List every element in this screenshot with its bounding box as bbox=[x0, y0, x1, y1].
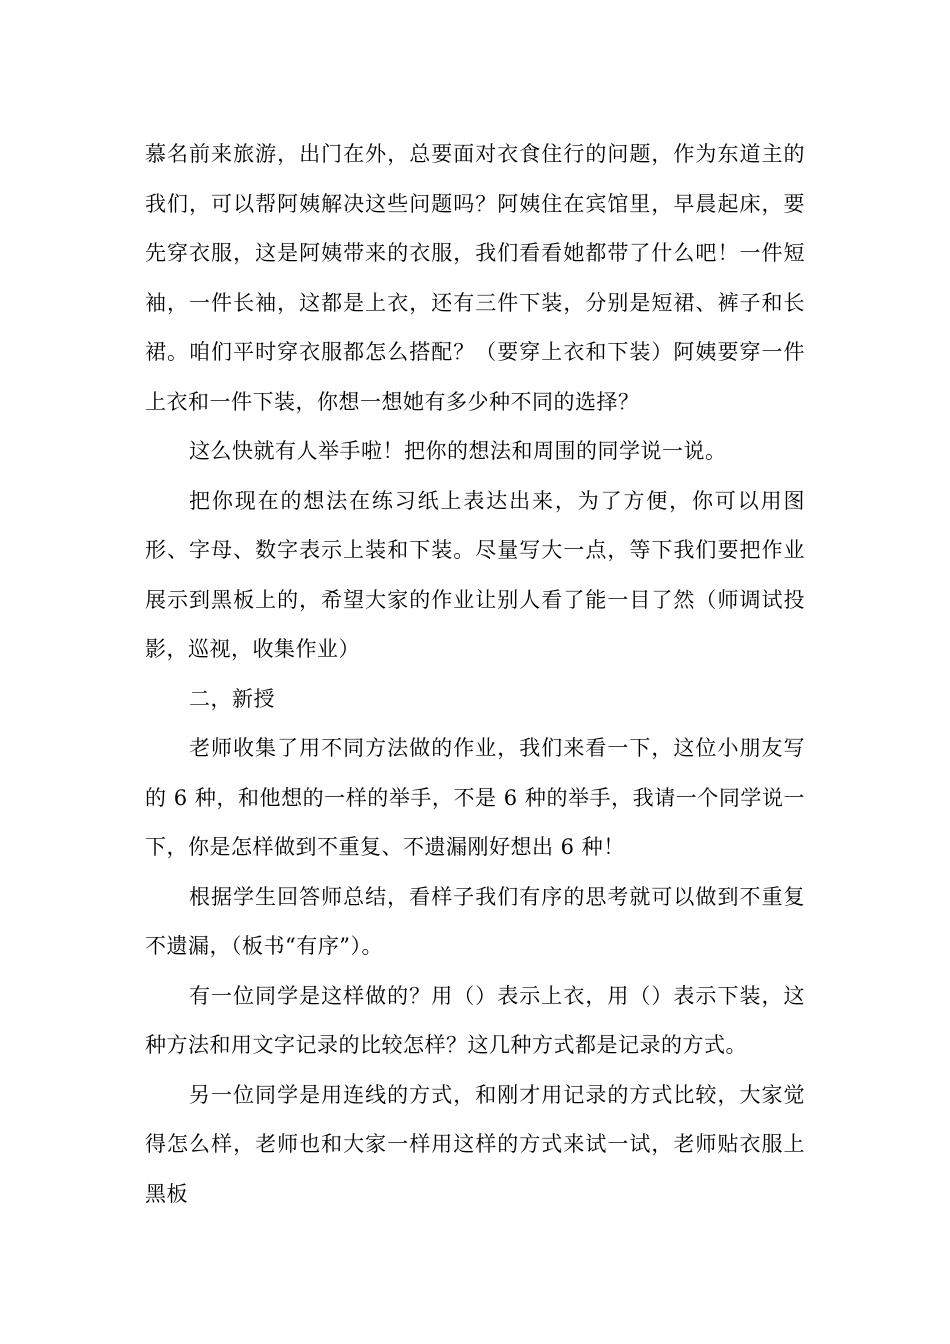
paragraph: 慕名前来旅游，出门在外，总要面对衣食住行的问题，作为东道主的我们，可以帮阿姨解决这些问题吗？阿姨住在宾馆里，早晨起床，要先穿衣服，这是阿姨带来的衣服，我们看看她都带了什么吧！一件短袖，一件长袖，这都是上衣，还有三件下装，分别是短裙、裤子和长裙。咱们平时穿衣服都怎么搭配？（要穿上衣和下装）阿姨要穿一件上衣和一件下装，你想一想她有多少种不同的选择？ bbox=[145, 142, 805, 414]
paragraph: 老师收集了用不同方法做的作业，我们来看一下，这位小朋友写的 6 种，和他想的一样的举手，不是 6 种的举手，我请一个同学说一下，你是怎样做到不重复、不遗漏刚好想出 6 种！ bbox=[145, 736, 805, 859]
paragraph: 有一位同学是这样做的？用（）表示上衣，用（）表示下装，这种方法和用文字记录的比较怎样？这几种方式都是记录的方式。 bbox=[145, 983, 805, 1057]
document-body bbox=[145, 130, 805, 1219]
paragraph: 另一位同学是用连线的方式，和刚才用记录的方式比较，大家觉得怎么样，老师也和大家一样用这样的方式来试一试，老师贴衣服上黑板 bbox=[145, 1082, 805, 1206]
paragraph: 这么快就有人举手啦！把你的想法和周围的同学说一说。 bbox=[189, 439, 727, 463]
paragraph: 把你现在的想法在练习纸上表达出来，为了方便，你可以用图形、字母、数字表示上装和下装。尽量写大一点，等下我们要把作业展示到黑板上的，希望大家的作业让别人看了能一目了然（师调试投影，巡视，收集作业） bbox=[145, 488, 805, 661]
paragraph: 根据学生回答师总结，看样子我们有序的思考就可以做到不重复不遗漏，（板书“有序”）。 bbox=[145, 884, 805, 958]
section-heading: 二，新授 bbox=[189, 686, 275, 711]
